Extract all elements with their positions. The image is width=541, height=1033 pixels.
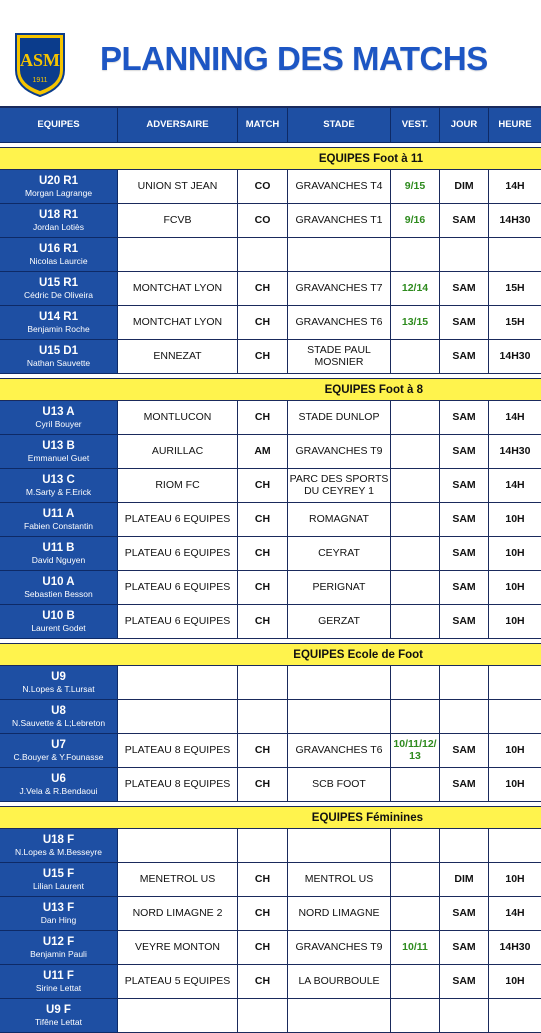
team-coach: Benjamin Roche	[27, 324, 90, 335]
logo-year: 1911	[32, 77, 48, 84]
schedule-table	[0, 106, 541, 1033]
team-name: U9	[51, 670, 66, 683]
cell-adversaire: MONTCHAT LYON	[118, 272, 238, 306]
team-cell	[0, 238, 118, 272]
team-coach: Morgan Lagrange	[24, 188, 93, 199]
team-cell	[0, 999, 118, 1033]
cell-vest	[391, 999, 440, 1033]
team-cell	[0, 571, 118, 605]
cell-heure	[489, 999, 541, 1033]
cell-stade: STADE DUNLOP	[288, 401, 391, 435]
team-name: U7	[51, 738, 66, 751]
table-row	[0, 931, 541, 965]
cell-match: CH	[238, 965, 288, 999]
cell-adversaire: VEYRE MONTON	[118, 931, 238, 965]
team-name: U15 D1	[39, 344, 78, 357]
cell-match	[238, 829, 288, 863]
cell-jour: SAM	[440, 340, 489, 374]
cell-heure: 10H	[489, 965, 541, 999]
cell-adversaire	[118, 238, 238, 272]
cell-vest: 9/15	[391, 170, 440, 204]
team-name: U12 F	[42, 935, 75, 948]
table-row	[0, 965, 541, 999]
cell-adversaire: RIOM FC	[118, 469, 238, 503]
cell-heure: 10H	[489, 537, 541, 571]
col-header-adversaire: ADVERSAIRE	[118, 108, 238, 143]
cell-match: CH	[238, 605, 288, 639]
cell-jour: SAM	[440, 503, 489, 537]
col-header-jour: JOUR	[440, 108, 489, 143]
team-coach: Benjamin Pauli	[30, 949, 87, 960]
section-title: EQUIPES Foot à 11	[0, 148, 541, 170]
cell-jour: SAM	[440, 571, 489, 605]
cell-stade: GRAVANCHES T9	[288, 931, 391, 965]
team-name: U11 F	[43, 969, 74, 982]
team-name: U9 F	[46, 1003, 71, 1016]
cell-stade: GRAVANCHES T4	[288, 170, 391, 204]
team-cell	[0, 700, 118, 734]
team-coach: Cédric De Oliveira	[24, 290, 93, 301]
cell-vest: 13/15	[391, 306, 440, 340]
cell-heure: 14H30	[489, 435, 541, 469]
cell-adversaire: PLATEAU 6 EQUIPES	[118, 605, 238, 639]
cell-stade: GRAVANCHES T9	[288, 435, 391, 469]
cell-adversaire: MONTCHAT LYON	[118, 306, 238, 340]
cell-jour: SAM	[440, 897, 489, 931]
cell-match: CH	[238, 503, 288, 537]
cell-jour	[440, 829, 489, 863]
team-coach: Nathan Sauvette	[26, 358, 91, 369]
col-header-heure: HEURE	[489, 108, 541, 143]
cell-jour: SAM	[440, 204, 489, 238]
team-cell	[0, 469, 118, 503]
team-cell	[0, 306, 118, 340]
cell-jour: SAM	[440, 401, 489, 435]
cell-jour: SAM	[440, 734, 489, 768]
cell-heure: 15H	[489, 272, 541, 306]
cell-stade	[288, 829, 391, 863]
team-coach: N.Sauvette & L;Lebreton	[11, 718, 106, 729]
section-title: EQUIPES Féminines	[0, 807, 541, 829]
cell-match: CH	[238, 469, 288, 503]
cell-heure: 10H	[489, 605, 541, 639]
cell-heure: 10H	[489, 734, 541, 768]
cell-jour: SAM	[440, 272, 489, 306]
team-name: U6	[51, 772, 66, 785]
cell-heure: 14H	[489, 170, 541, 204]
cell-vest	[391, 768, 440, 802]
cell-vest	[391, 605, 440, 639]
team-cell	[0, 340, 118, 374]
cell-adversaire: ENNEZAT	[118, 340, 238, 374]
team-cell	[0, 170, 118, 204]
cell-vest	[391, 435, 440, 469]
cell-jour	[440, 238, 489, 272]
cell-jour	[440, 666, 489, 700]
cell-adversaire: PLATEAU 6 EQUIPES	[118, 537, 238, 571]
team-coach: Emmanuel Guet	[27, 453, 90, 464]
table-row	[0, 605, 541, 639]
team-coach: Sirine Lettat	[35, 983, 82, 994]
cell-jour: SAM	[440, 931, 489, 965]
cell-match: CH	[238, 897, 288, 931]
team-name: U10 B	[42, 609, 75, 622]
cell-match	[238, 700, 288, 734]
table-row	[0, 897, 541, 931]
cell-jour: SAM	[440, 537, 489, 571]
cell-jour	[440, 700, 489, 734]
cell-adversaire: PLATEAU 6 EQUIPES	[118, 571, 238, 605]
cell-heure: 15H	[489, 306, 541, 340]
cell-vest	[391, 469, 440, 503]
team-coach: N.Lopes & M.Besseyre	[15, 847, 102, 858]
cell-jour: SAM	[440, 605, 489, 639]
cell-heure	[489, 666, 541, 700]
team-coach: Dan Hing	[40, 915, 77, 926]
club-logo	[12, 30, 68, 98]
page-title: PLANNING DES MATCHS	[100, 40, 488, 77]
team-name: U13 A	[42, 405, 75, 418]
team-cell	[0, 204, 118, 238]
cell-stade: NORD LIMAGNE	[288, 897, 391, 931]
section-title: EQUIPES Foot à 8	[0, 379, 541, 401]
cell-stade	[288, 700, 391, 734]
cell-adversaire	[118, 829, 238, 863]
table-row	[0, 999, 541, 1033]
cell-stade	[288, 999, 391, 1033]
cell-jour: DIM	[440, 170, 489, 204]
section-title: EQUIPES Ecole de Foot	[0, 644, 541, 666]
cell-heure: 10H	[489, 863, 541, 897]
cell-adversaire	[118, 700, 238, 734]
table-row	[0, 666, 541, 700]
cell-jour: SAM	[440, 435, 489, 469]
table-header	[0, 108, 541, 143]
cell-heure: 14H30	[489, 931, 541, 965]
cell-stade: GRAVANCHES T6	[288, 306, 391, 340]
cell-stade: PARC DES SPORTS DU CEYREY 1	[288, 469, 391, 503]
cell-vest	[391, 571, 440, 605]
logo-text: ASM	[20, 50, 60, 70]
table-row	[0, 537, 541, 571]
team-cell	[0, 401, 118, 435]
cell-match: CH	[238, 863, 288, 897]
cell-jour: DIM	[440, 863, 489, 897]
cell-vest: 10/11/12/ 13	[391, 734, 440, 768]
team-name: U11 A	[42, 507, 75, 520]
cell-heure: 10H	[489, 768, 541, 802]
team-coach: N.Lopes & T.Lursat	[22, 684, 95, 695]
cell-heure	[489, 700, 541, 734]
team-coach: Fabien Constantin	[24, 521, 93, 532]
cell-heure: 14H	[489, 401, 541, 435]
cell-match: CH	[238, 401, 288, 435]
team-coach: Jordan Lotiès	[32, 222, 85, 233]
team-cell	[0, 829, 118, 863]
table-row	[0, 306, 541, 340]
cell-heure: 14H	[489, 897, 541, 931]
cell-adversaire: PLATEAU 8 EQUIPES	[118, 734, 238, 768]
cell-jour: SAM	[440, 965, 489, 999]
team-coach: Nicolas Laurcie	[29, 256, 88, 267]
team-cell	[0, 734, 118, 768]
cell-match	[238, 666, 288, 700]
cell-jour	[440, 999, 489, 1033]
col-header-stade: STADE	[288, 108, 391, 143]
team-name: U10 A	[42, 575, 75, 588]
cell-vest: 10/11	[391, 931, 440, 965]
team-cell	[0, 537, 118, 571]
cell-jour: SAM	[440, 306, 489, 340]
table-row	[0, 829, 541, 863]
cell-adversaire: FCVB	[118, 204, 238, 238]
team-cell	[0, 965, 118, 999]
cell-vest: 9/16	[391, 204, 440, 238]
cell-heure: 10H	[489, 571, 541, 605]
cell-adversaire: MENETROL US	[118, 863, 238, 897]
team-name: U13 B	[42, 439, 75, 452]
cell-vest: 12/14	[391, 272, 440, 306]
cell-vest	[391, 537, 440, 571]
cell-stade: LA BOURBOULE	[288, 965, 391, 999]
team-coach: Lilian Laurent	[32, 881, 85, 892]
cell-stade: SCB FOOT	[288, 768, 391, 802]
table-row	[0, 700, 541, 734]
cell-adversaire: MONTLUCON	[118, 401, 238, 435]
cell-stade	[288, 666, 391, 700]
table-row	[0, 340, 541, 374]
cell-match: CH	[238, 537, 288, 571]
table-row	[0, 734, 541, 768]
cell-match: CH	[238, 734, 288, 768]
cell-match: CH	[238, 272, 288, 306]
cell-match: CH	[238, 571, 288, 605]
team-cell	[0, 931, 118, 965]
cell-stade: CEYRAT	[288, 537, 391, 571]
team-cell	[0, 768, 118, 802]
cell-vest	[391, 897, 440, 931]
cell-heure: 10H	[489, 503, 541, 537]
team-coach: Sebastien Besson	[24, 589, 93, 600]
team-coach: Cyril Bouyer	[35, 419, 82, 430]
team-name: U13 F	[42, 901, 75, 914]
team-name: U13 C	[42, 473, 75, 486]
cell-vest	[391, 700, 440, 734]
cell-adversaire	[118, 666, 238, 700]
table-row	[0, 272, 541, 306]
table-row	[0, 204, 541, 238]
cell-match: CO	[238, 204, 288, 238]
cell-vest	[391, 965, 440, 999]
table-row	[0, 571, 541, 605]
cell-heure	[489, 829, 541, 863]
cell-heure: 14H30	[489, 340, 541, 374]
table-row	[0, 238, 541, 272]
cell-heure	[489, 238, 541, 272]
team-coach: J.Vela & R.Bendaoui	[19, 786, 98, 797]
cell-stade: STADE PAUL MOSNIER	[288, 340, 391, 374]
cell-match: CH	[238, 931, 288, 965]
team-name: U18 F	[42, 833, 75, 846]
cell-vest	[391, 503, 440, 537]
col-header-equipes: EQUIPES	[0, 108, 118, 143]
table-row	[0, 469, 541, 503]
cell-jour: SAM	[440, 768, 489, 802]
cell-adversaire: AURILLAC	[118, 435, 238, 469]
team-name: U15 R1	[39, 276, 78, 289]
cell-vest	[391, 829, 440, 863]
team-cell	[0, 605, 118, 639]
cell-adversaire: PLATEAU 6 EQUIPES	[118, 503, 238, 537]
team-name: U11 B	[42, 541, 75, 554]
team-name: U18 R1	[39, 208, 78, 221]
team-name: U15 F	[42, 867, 75, 880]
cell-adversaire: PLATEAU 8 EQUIPES	[118, 768, 238, 802]
table-row	[0, 170, 541, 204]
team-name: U8	[51, 704, 66, 717]
team-coach: M.Sarty & F.Erick	[25, 487, 92, 498]
cell-heure: 14H30	[489, 204, 541, 238]
col-header-vest: VEST.	[391, 108, 440, 143]
team-coach: David Nguyen	[31, 555, 86, 566]
cell-vest	[391, 863, 440, 897]
cell-match	[238, 999, 288, 1033]
cell-vest	[391, 401, 440, 435]
team-name: U20 R1	[39, 174, 78, 187]
cell-stade	[288, 238, 391, 272]
table-row	[0, 768, 541, 802]
team-cell	[0, 272, 118, 306]
team-cell	[0, 897, 118, 931]
cell-adversaire: UNION ST JEAN	[118, 170, 238, 204]
team-cell	[0, 863, 118, 897]
col-header-match: MATCH	[238, 108, 288, 143]
cell-vest	[391, 666, 440, 700]
team-name: U14 R1	[39, 310, 78, 323]
cell-match: CH	[238, 306, 288, 340]
table-row	[0, 863, 541, 897]
team-coach: Tifêne Lettat	[35, 1017, 82, 1028]
team-coach: Laurent Godet	[31, 623, 86, 634]
cell-vest	[391, 238, 440, 272]
cell-match: AM	[238, 435, 288, 469]
team-cell	[0, 666, 118, 700]
team-cell	[0, 435, 118, 469]
cell-vest	[391, 340, 440, 374]
cell-stade: PERIGNAT	[288, 571, 391, 605]
cell-stade: GRAVANCHES T7	[288, 272, 391, 306]
cell-heure: 14H	[489, 469, 541, 503]
table-row	[0, 503, 541, 537]
cell-match: CO	[238, 170, 288, 204]
cell-stade: GERZAT	[288, 605, 391, 639]
team-name: U16 R1	[39, 242, 78, 255]
cell-stade: GRAVANCHES T6	[288, 734, 391, 768]
table-row	[0, 401, 541, 435]
cell-stade: GRAVANCHES T1	[288, 204, 391, 238]
table-row	[0, 435, 541, 469]
team-cell	[0, 503, 118, 537]
cell-adversaire: NORD LIMAGNE 2	[118, 897, 238, 931]
cell-adversaire: PLATEAU 5 EQUIPES	[118, 965, 238, 999]
cell-stade: MENTROL US	[288, 863, 391, 897]
cell-match: CH	[238, 340, 288, 374]
cell-adversaire	[118, 999, 238, 1033]
cell-match: CH	[238, 768, 288, 802]
cell-jour: SAM	[440, 469, 489, 503]
cell-match	[238, 238, 288, 272]
cell-stade: ROMAGNAT	[288, 503, 391, 537]
team-coach: C.Bouyer & Y.Founasse	[13, 752, 104, 763]
